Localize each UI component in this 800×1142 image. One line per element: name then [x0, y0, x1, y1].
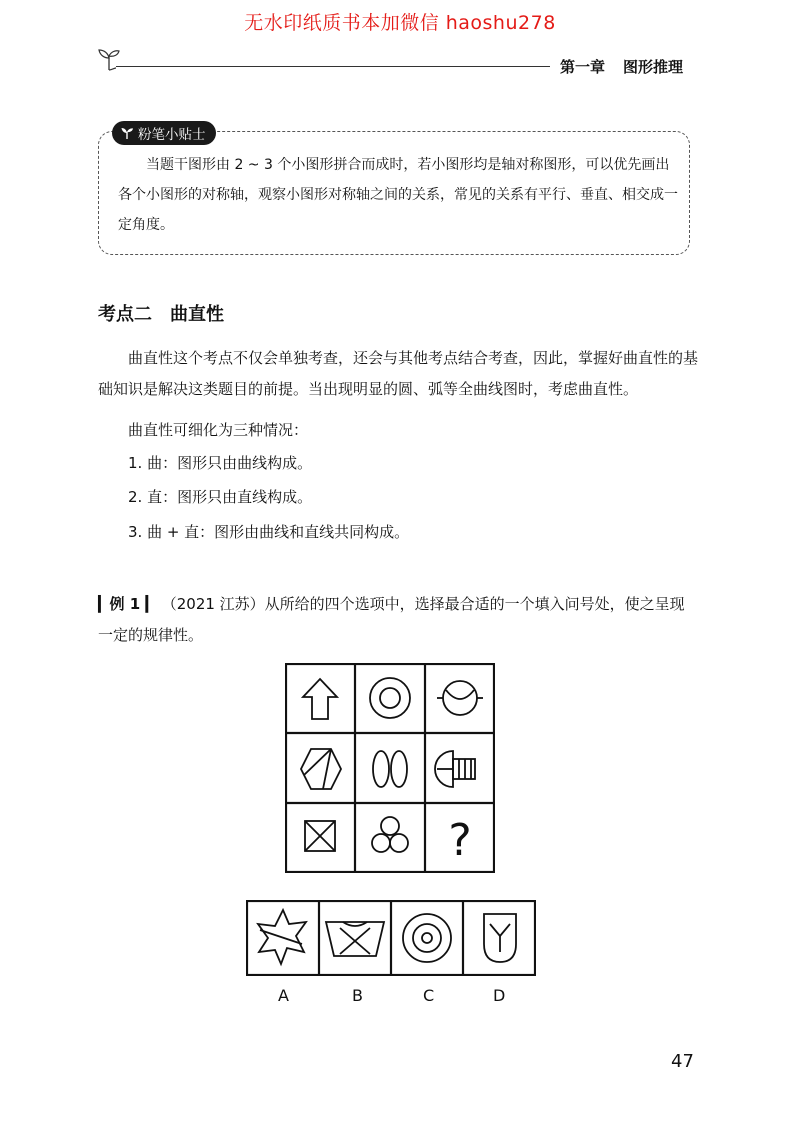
three-circles-icon — [372, 817, 408, 852]
option-b-trapezoid-icon — [326, 922, 384, 956]
intro-line: 曲直性可细化为三种情况： — [128, 421, 309, 439]
leaf-icon — [96, 46, 122, 72]
concentric-circles-icon — [370, 678, 410, 718]
chapter-number: 第一章 — [560, 58, 606, 76]
options-row — [246, 900, 536, 976]
ball-icon — [437, 681, 483, 715]
paragraph: 曲直性这个考点不仅会单独考查，还会与其他考点结合考查，因此，掌握好曲直性的基础知识是解决这类题目的前提。当出现明显的圆、弧等全曲线图时，考虑曲直性。 — [98, 349, 699, 398]
tip-text: 当题干图形由 2 ~ 3 个小图形拼合而成时，若小图形均是轴对称图形，可以优先画出各个小图形的对称轴，观察小图形对称轴之间的关系，常见的关系有平行、垂直、相交成一定角度。 — [118, 157, 678, 233]
option-c-target-icon — [403, 914, 451, 962]
puzzle-grid — [285, 663, 495, 873]
option-label-a: A — [278, 986, 289, 1005]
example-text: （2021 江苏）从所给的四个选项中，选择最合适的一个填入问号处，使之呈现一定的规律性。 — [98, 595, 685, 644]
two-ovals-icon — [373, 751, 407, 787]
section-title — [98, 300, 224, 326]
list-item-mixed: 3. 曲 + 直：图形由曲线和直线共同构成。 — [128, 523, 410, 541]
section-name: 曲直性 — [170, 304, 224, 325]
question-mark: ? — [448, 815, 472, 866]
example-question — [98, 589, 698, 651]
chapter-heading — [560, 56, 683, 77]
square-x-icon — [305, 821, 335, 851]
option-d-shield-icon — [484, 914, 516, 962]
option-a-star-icon — [258, 910, 306, 964]
tip-badge-label: 粉笔小贴士 — [138, 127, 206, 143]
bolt-icon — [435, 751, 475, 787]
section-number: 考点二 — [98, 304, 152, 325]
hexagon-icon — [301, 749, 341, 789]
sprout-icon — [120, 126, 134, 140]
list-item-straight: 2. 直：图形只由直线构成。 — [128, 488, 313, 506]
chapter-title: 图形推理 — [623, 58, 684, 76]
list-item-curve: 1. 曲：图形只由曲线构成。 — [128, 454, 313, 472]
option-label-b: B — [352, 986, 363, 1005]
example-label: ▎例 1 ▎ — [98, 595, 157, 613]
watermark-text: 无水印纸质书本加微信 haoshu278 — [244, 12, 556, 34]
arrow-up-icon — [303, 679, 337, 719]
option-label-d: D — [493, 986, 506, 1005]
page-number: 47 — [671, 1051, 694, 1072]
header-rule — [116, 66, 550, 67]
option-label-c: C — [423, 986, 435, 1005]
tip-badge — [112, 121, 216, 145]
